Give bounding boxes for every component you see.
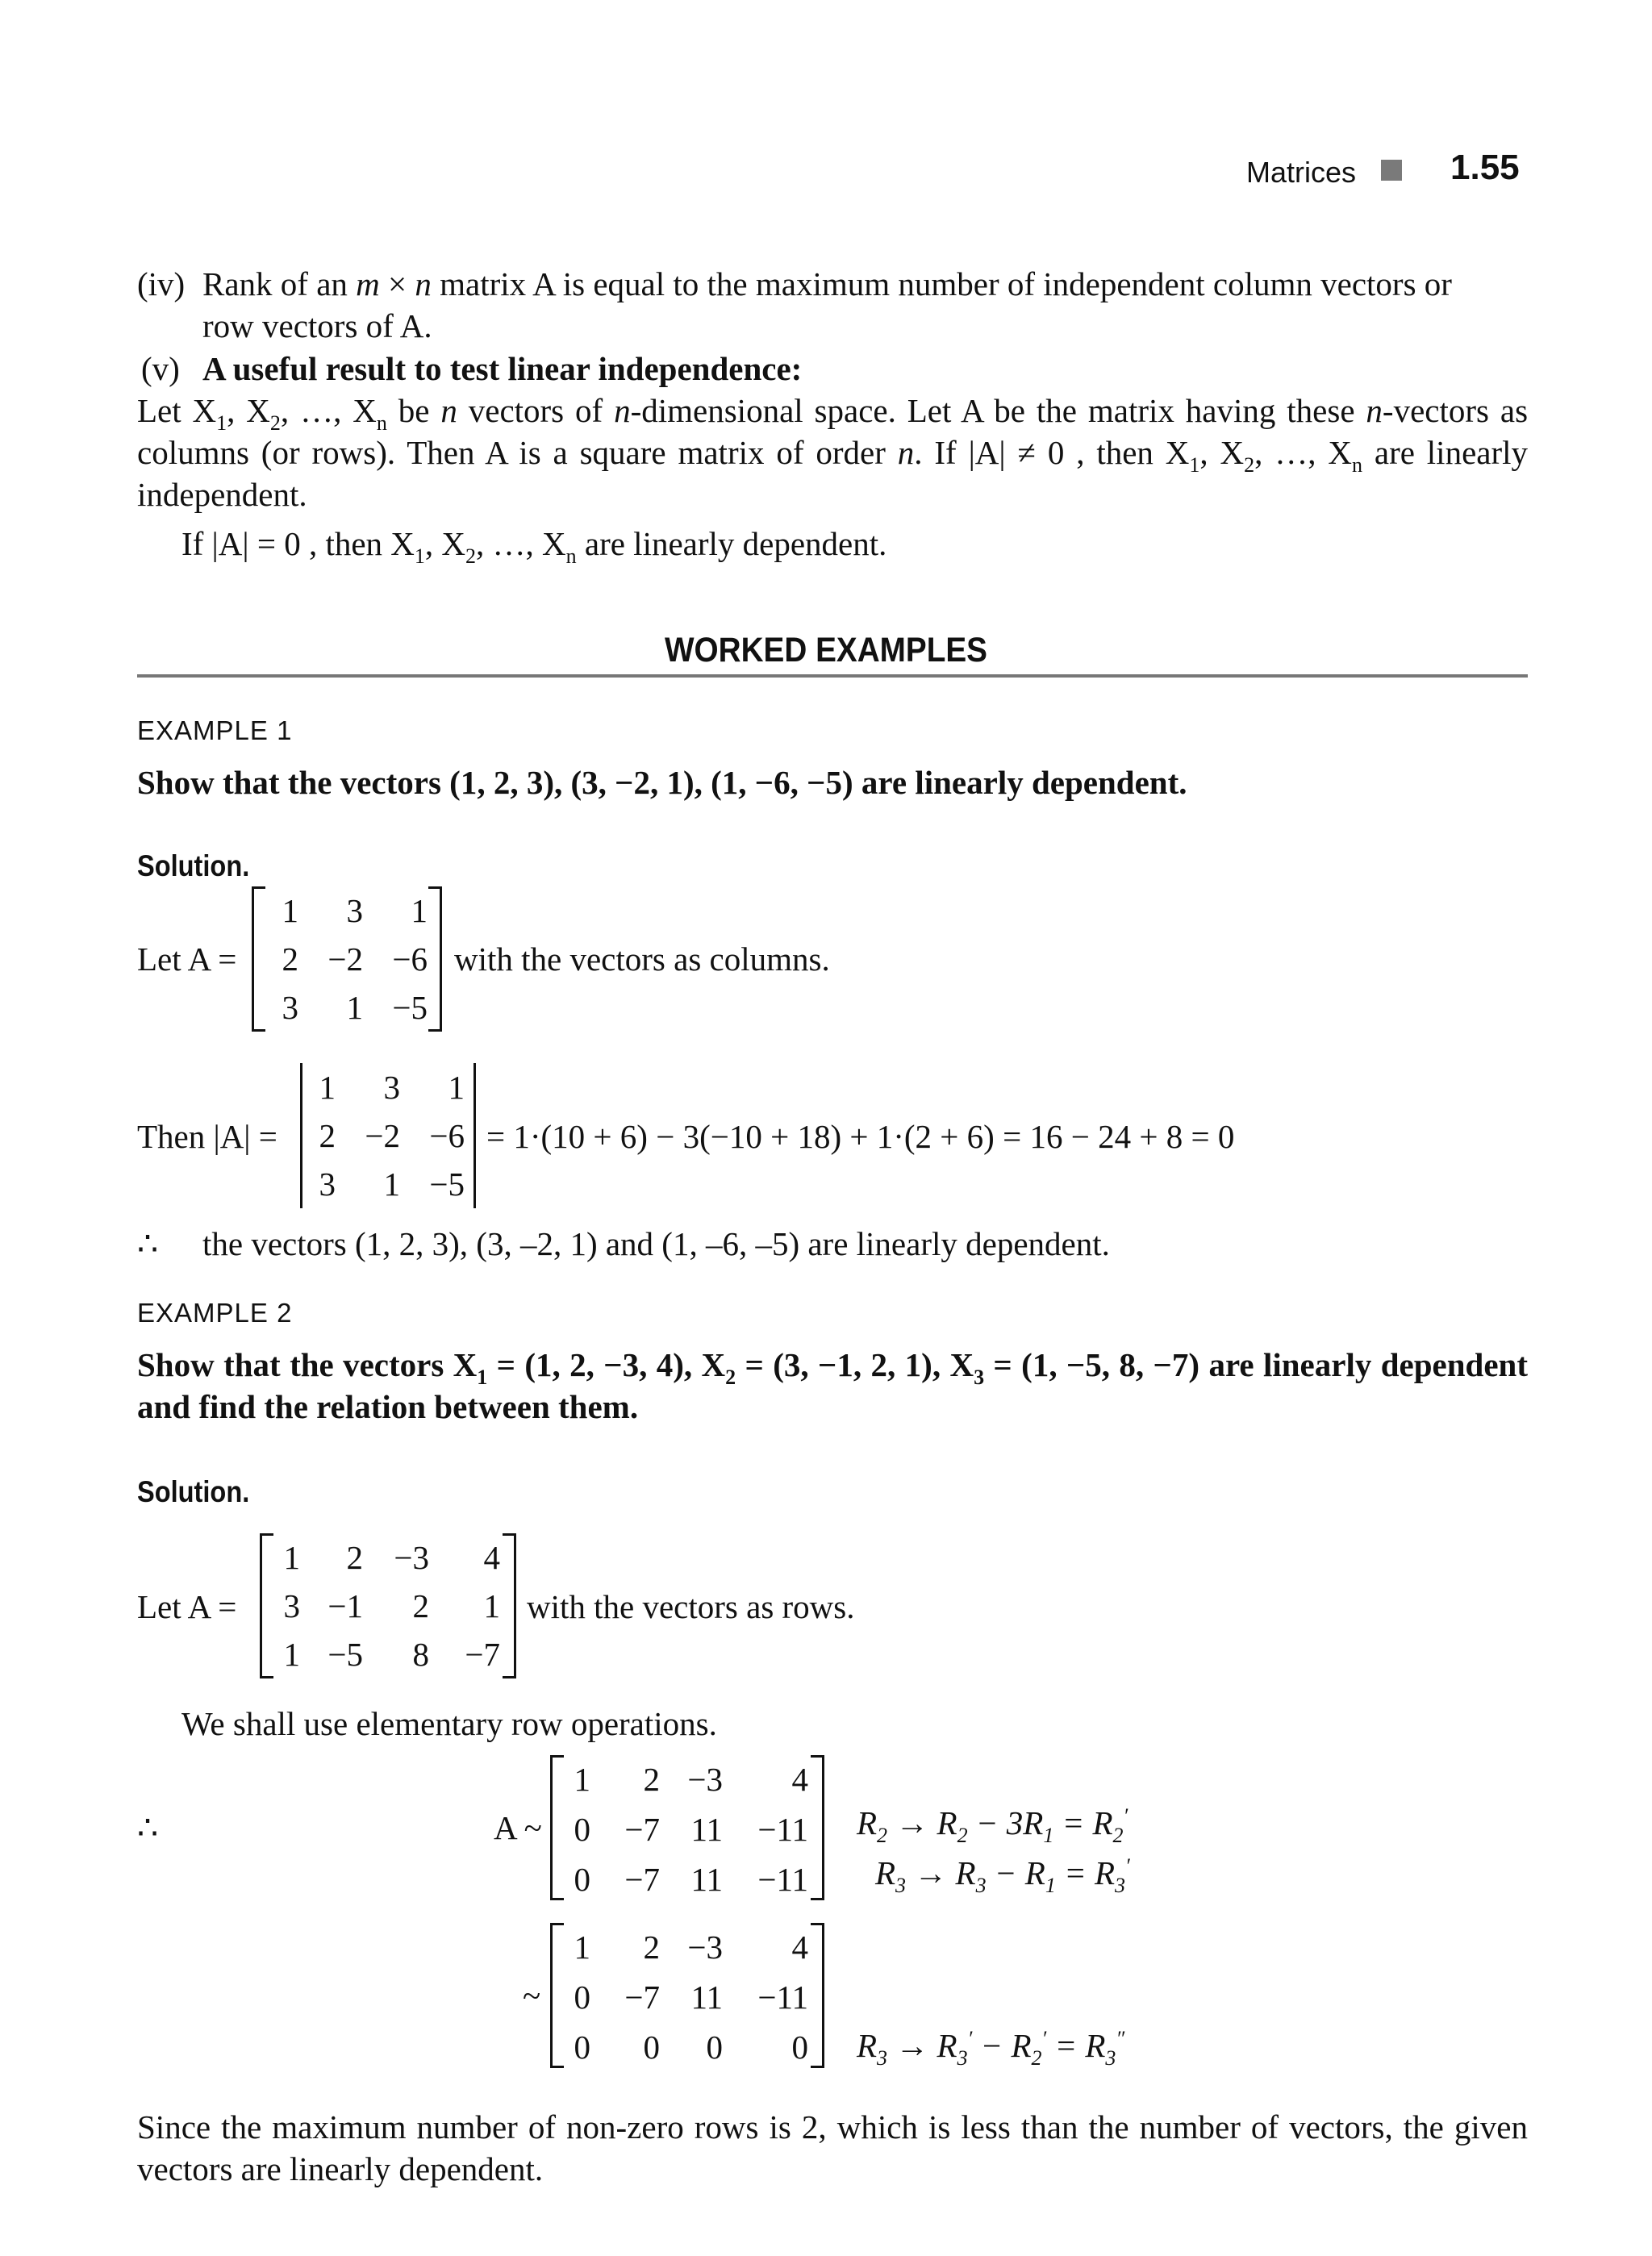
matrix-cell: −3 [394,1539,429,1576]
matrix-cell: 3 [282,989,298,1026]
matrix-cell: 11 [690,1979,723,2016]
example2-step1-matrix [550,1755,824,1900]
matrix-row [252,935,442,983]
matrix-cell: −5 [429,1166,465,1203]
matrix-row [260,1533,516,1582]
matrix-cell: 2 [346,1539,363,1576]
item-v-label: (v) [141,350,180,387]
example2-therefore-symbol: ∴ [137,1809,159,1846]
example1-matrix-note: with the vectors as columns. [454,940,830,978]
matrix-cell: 0 [791,2029,808,2066]
matrix-cell: 3 [346,892,363,929]
matrix-cell: 0 [574,1861,590,1898]
matrix-cell: 3 [319,1166,336,1203]
matrix-cell: 0 [574,1979,590,2016]
matrix-cell: −7 [624,1979,660,2016]
matrix-row [260,1582,516,1630]
matrix-cell: 0 [574,1811,590,1848]
example1-let-a: Let A = [137,940,237,978]
matrix-cell: 2 [282,940,298,978]
matrix-cell: −2 [327,940,363,978]
matrix-cell: 1 [346,989,363,1026]
example1-determinant [297,1063,479,1208]
matrix-cell: −7 [624,1811,660,1848]
matrix-cell: 2 [319,1117,336,1154]
item-iv-line1: Rank of an m × n matrix A is equal to the maximum number of independent column vectors or [202,265,1452,302]
matrix-cell: 4 [483,1539,500,1576]
matrix-row [297,1111,479,1160]
matrix-cell: 4 [791,1929,808,1966]
matrix-cell: −11 [757,1861,808,1898]
matrix-cell: −5 [392,989,428,1026]
running-head-section: Matrices [1246,156,1357,189]
worked-examples-heading: WORKED EXAMPLES [665,631,987,669]
matrix-row [550,2023,824,2071]
matrix-cell: −7 [465,1636,500,1673]
matrix-cell: −11 [757,1811,808,1848]
matrix-row [252,886,442,935]
independence-test-paragraph: Let $X_1$, $X_2$, …, $X_n$ be n vectors of n-dimensional space. Let A be the matrix having these n-vectors as columns (or rows). Then A is a square matrix of order n. If |A| ≠ 0 , then $X_1$, $X_2$, …, $X_n$ are linearly independent. [137,392,1529,513]
example1-then-label: Then |A| = [137,1118,277,1155]
matrix-cell: 3 [283,1587,300,1624]
matrix-cell: 1 [574,1761,590,1798]
matrix-cell: 1 [448,1069,465,1106]
item-iv-label: (iv) [137,265,186,302]
example2-matrix-note: with the vectors as rows. [527,1588,855,1625]
example1-problem: Show that the vectors (1, 2, 3), (3, −2, 1), (1, −6, −5) are linearly dependent. [137,764,1187,801]
matrix-cell: 1 [383,1166,400,1203]
item-iv-line2: row vectors of A. [202,307,432,344]
matrix-cell: −2 [365,1117,400,1154]
example1-therefore-symbol: ∴ [137,1225,159,1262]
matrix-row [260,1630,516,1678]
matrix-cell: 1 [411,892,428,929]
matrix-cell: 0 [574,2029,590,2066]
matrix-cell: 3 [383,1069,400,1106]
example2-a-sim: A ~ [494,1809,542,1846]
example2-let-a: Let A = [137,1588,237,1625]
row-operation-3: $R_3 \to R_3' - R_2' = R_3''$ [857,2027,1125,2070]
section-divider [137,674,1528,678]
example2-label: EXAMPLE 2 [137,1298,293,1328]
matrix-cell: 4 [791,1761,808,1798]
matrix-row [297,1063,479,1111]
matrix-row [550,1973,824,2021]
example1-conclusion: the vectors (1, 2, 3), (3, –2, 1) and (1, –6, –5) are linearly dependent. [202,1225,1110,1262]
matrix-row [550,1755,824,1804]
example2-step2-matrix [550,1923,824,2068]
matrix-row [550,1805,824,1854]
example1-det-expansion: = 1·(10 + 6) − 3(−10 + 18) + 1·(2 + 6) = 16 − 24 + 8 = 0 [486,1118,1235,1155]
matrix-cell: −7 [624,1861,660,1898]
matrix-cell: 11 [690,1811,723,1848]
item-v-title: A useful result to test linear independence: [202,350,803,387]
example1-solution-label: Solution. [137,849,250,882]
matrix-cell: 8 [412,1636,429,1673]
matrix-cell: −3 [687,1929,723,1966]
matrix-cell: 2 [643,1761,660,1798]
row-operation-2: $R_3 \to R_3 - R_1 = R_3'$ [875,1854,1130,1897]
matrix-cell: −6 [429,1117,465,1154]
matrix-cell: 2 [643,1929,660,1966]
matrix-cell: −3 [687,1761,723,1798]
header-square-icon [1381,160,1402,181]
example2-solution-label: Solution. [137,1475,250,1508]
matrix-cell: −11 [757,1979,808,2016]
matrix-cell: 1 [574,1929,590,1966]
matrix-row [252,983,442,1032]
matrix-cell: 0 [706,2029,723,2066]
example2-sim: ~ [523,1977,541,2014]
example2-row-ops-intro: We shall use elementary row operations. [181,1705,717,1742]
matrix-cell: −6 [392,940,428,978]
example1-matrix [252,886,442,1032]
matrix-row [297,1160,479,1208]
row-operation-1: $R_2 \to R_2 - 3R_1 = R_2'$ [857,1804,1128,1847]
matrix-row [550,1855,824,1904]
matrix-cell: −5 [327,1636,363,1673]
matrix-cell: 1 [319,1069,336,1106]
matrix-cell: −1 [327,1587,363,1624]
matrix-row [550,1923,824,1971]
matrix-cell: 2 [412,1587,429,1624]
example2-matrix [260,1533,516,1678]
matrix-cell: 1 [483,1587,500,1624]
matrix-cell: 0 [643,2029,660,2066]
page-number: 1.55 [1450,148,1520,187]
matrix-cell: 1 [283,1636,300,1673]
matrix-cell: 1 [283,1539,300,1576]
example1-label: EXAMPLE 1 [137,715,293,745]
example2-problem: Show that the vectors $X_1 = (1$, 2, −3, 4), $X_2 = (3$, −1, 2, 1), $X_3 = (1$, −5, 8, −7) are linearly dependent and find the relation between them. [137,1346,1528,1425]
matrix-cell: 1 [282,892,298,929]
example2-conclusion: Since the maximum number of non-zero rows is 2, which is less than the number of vectors, the given vectors are linearly dependent. [137,2108,1528,2187]
matrix-cell: 11 [690,1861,723,1898]
dependence-sentence: If |A| = 0 , then $X_1$, $X_2$, …, $X_n$ are linearly dependent. [181,525,887,568]
